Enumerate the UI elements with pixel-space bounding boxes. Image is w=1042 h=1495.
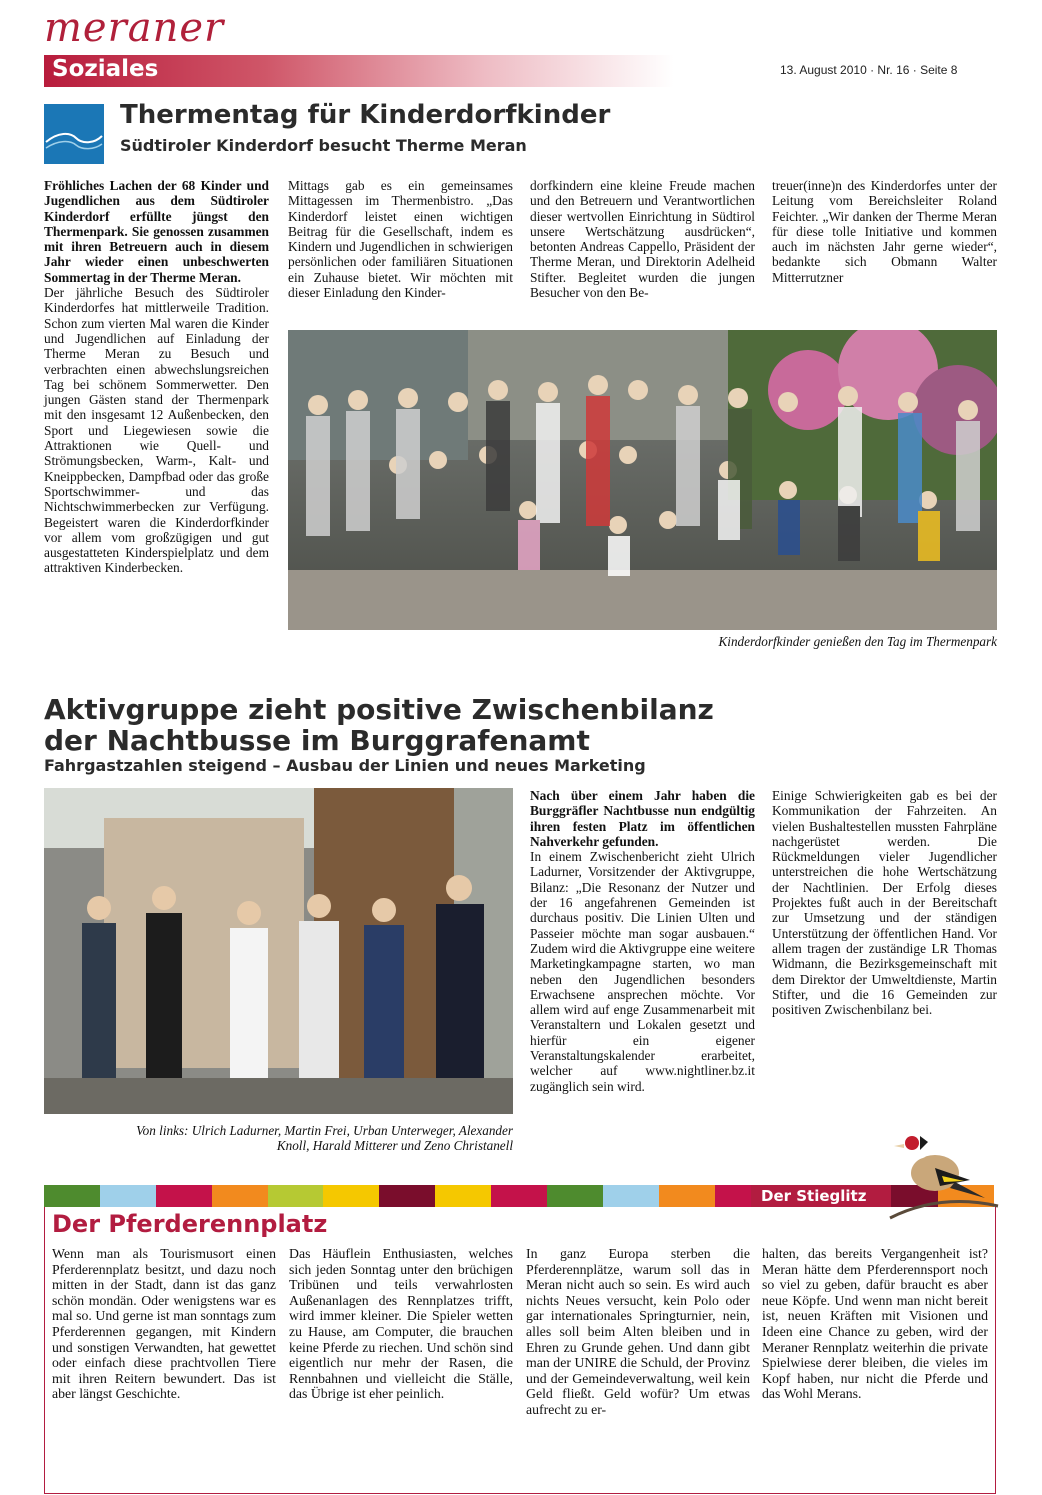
stripe-segment <box>659 1185 715 1207</box>
article2-caption-line1: Von links: Ulrich Ladurner, Martin Frei, Urban Unterweger, Alexander <box>136 1123 513 1138</box>
article1-title: Thermentag für Kinderdorfkinder <box>120 100 611 130</box>
stripe-segment <box>603 1185 659 1207</box>
column-col3: In ganz Europa sterben die Pferderennplätze, warum soll das in Meran nicht auch so sein. Es wird auch nichts Neues versucht, kein Polo oder gar internationales Springturnier, nein, alles soll beim Alten bleiben und in Ehren zu Grunde gehen. Und dann gibt man der UNIRE die Schuld, der Provinz und der Gemeindeverwaltung, weil kein Geld fließt. Geld wofür? Um etwas aufrecht zu er- <box>526 1246 750 1417</box>
article2-caption-line2: Knoll, Harald Mitterer und Zeno Christanell <box>276 1138 513 1153</box>
stripe-segment <box>323 1185 379 1207</box>
article2-title-line2: der Nachtbusse im Burggrafenamt <box>44 724 590 757</box>
therme-logo-icon <box>44 104 104 164</box>
article2-lead: Nach über einem Jahr haben die Burggräfler Nachtbusse nun endgültig ihren festen Platz im öffentlichen Nahverkehr gefunden. <box>530 788 755 849</box>
column-col2: Das Häuflein Enthusiasten, welches sich jeden Sonntag unter den brüchigen Tribünen und teils verwahrlosten Außenanlagen des Rennplatzes trifft, wird immer kleiner. Die Spieler wetten zu Hause, am Computer, die brauchen keine Pferde zu riechen. Und schön sind eigentlich nur mehr der Rasen, die Rennbahnen und vielleicht die Ställe, das Übrige ist eher peinlich. <box>289 1246 513 1402</box>
stripe-segment <box>156 1185 212 1207</box>
goldfinch-bird-icon <box>880 1118 1000 1228</box>
article1-col1: Der jährliche Besuch des Südtiroler Kinderdorfes hat mittlerweile Tradition. Schon zum vierten Mal waren die Kinder und Jugendlichen auf Einladung der Therme Meran zu Besuch und verbrachten einen abwechslungsreichen Tag bei schönem Sommerwetter. Den jungen Gästen stand der Thermenpark mit den insgesamt 12 Außenbecken, den Sport und Liegewiesen sowie die Attraktionen wie Quell- und Strömungsbecken, Warm-, Kalt- und Kneippbecken, Dampfbad oder das große Sportschwimmer- und das Nichtschwimmerbecken zur Verfügung. Begeistert waren die Kinderdorfkinder vor allem vom großzügigen und gut ausgestatteten Kinderspielplatz und dem attraktiven Kinderbecken. <box>44 285 269 576</box>
article1-col4: treuer(inne)n des Kinderdorfes unter der Leitung vom Bereichsleiter Roland Feichter. „Wir danken der Therme Meran für diese tolle Initiative und kommen auch im nächsten Jahr gerne wieder“, bedankte sich Obmann Walter Mitterrutzner <box>772 178 997 285</box>
stripe-segment <box>435 1185 491 1207</box>
stripe-segment <box>547 1185 603 1207</box>
article1-col3: dorfkindern eine kleine Freude machen und den Betreuern und Verantwortlichen dieser wertvollen Einrichtung in Südtirol unsere Wertschätzung ausdrücken“, betonten Andreas Cappello, Präsident der Therme Meran, und Direktorin Adelheid Stifter. Begleitet wurden die jungen Besucher von den Be- <box>530 178 755 301</box>
dateline: 13. August 2010 · Nr. 16 · Seite 8 <box>780 63 958 77</box>
stripe-segment <box>212 1185 268 1207</box>
stripe-segment <box>379 1185 435 1207</box>
masthead-title: meraner <box>44 5 225 51</box>
stripe-segment <box>100 1185 156 1207</box>
article1-caption: Kinderdorfkinder genießen den Tag im Thermenpark <box>718 634 997 649</box>
article1-col2: Mittags gab es ein gemeinsames Mittagessen im Thermenbistro. „Das Kinderdorf leistet einen wichtigen Beitrag für die Gesellschaft, indem es Kindern und Jugendlichen in schwierigen persönlichen oder familiären Situationen ein Zuhause bietet. Wir möchten mit dieser Einladung den Kinder- <box>288 178 513 301</box>
nightliner-group-photo <box>44 788 513 1114</box>
column-tag: Der Stieglitz <box>751 1185 891 1207</box>
stripe-segment <box>44 1185 100 1207</box>
column-col4: halten, das bereits Vergangenheit ist? Meran hätte dem Pferderennsport noch so viel zu geben, dafür braucht es aber neue Köpfe. Und wenn man nicht bereit ist, neuen Kräften mit Visionen und Ideen eine Chance zu geben, wird der Meraner Rennplatz weiterhin die private Spielwiese derer bleiben, die vieles im Kopf haben, nur nicht die Pferde und das Wohl Merans. <box>762 1246 988 1402</box>
stripe-segment <box>268 1185 324 1207</box>
section-label: Soziales <box>52 56 159 82</box>
stripe-segment <box>491 1185 547 1207</box>
group-photo-kinderdorf <box>288 330 997 630</box>
article1-lead: Fröhliches Lachen der 68 Kinder und Jugendlichen aus dem Südtiroler Kinderdorf erfüllte jüngst den Thermenpark. Sie genossen zusammen mit ihren Betreuern auch in diesem Jahr wieder einen unbeschwerten Sommertag in der Therme Meran. <box>44 178 269 285</box>
column-title: Der Pferderennplatz <box>52 1210 328 1238</box>
article2-title-line1: Aktivgruppe zieht positive Zwischenbilanz <box>44 693 714 726</box>
article2-subtitle: Fahrgastzahlen steigend – Ausbau der Linien und neues Marketing <box>44 756 646 775</box>
article2-col2: Einige Schwierigkeiten gab es bei der Kommunikation der Fahrzeiten. An vielen Bushaltestellen mussten Fahrpläne nachgerüstet werden. Die Rückmeldungen vieler Jugendlicher unterstreichen die hohe Wertschätzung der Nachtlinien. Der Erfolg dieses Projektes fußt auch in der Bereitschaft zur Umsetzung und der ständigen Unterstützung der öffentlichen Hand. Vor allem tragen der zuständige LR Thomas Widmann, die Bezirksgemeinschaft mit dem Direktor der Umweltdienste, Martin Stifter, und die 16 Gemeinden zur positiven Zwischenbilanz bei. <box>772 788 997 1018</box>
column-col1: Wenn man als Tourismusort einen Pferderennplatz besitzt, und dazu noch mitten in der Stadt, dann ist das ganz schön mondän. Oder wenigstens war es mal so. Und gerne ist man sonntags zum Pferderennen gegangen, mit Kindern und sonstigen Verwandten, hat gewettet oder einfach diese prachtvollen Tiere mit ihren Reitern bewundert. Das ist aber längst Geschichte. <box>52 1246 276 1402</box>
article1-subtitle: Südtiroler Kinderdorf besucht Therme Meran <box>120 136 527 155</box>
section-band <box>44 55 674 87</box>
article2-col1: In einem Zwischenbericht zieht Ulrich Ladurner, Vorsitzender der Aktivgruppe, Bilanz: „Die Resonanz der Nutzer und der 16 angefahrenen Gemeinden ist durchaus positiv. Die Linien Ulten und Passeier möchte man sogar ausbauen.“ Zudem wird die Aktivgruppe eine weitere Marketingkampagne starten, wo man neben den Jugendlichen besonders Erwachsene ansprechen möchte. Vor allem wird auf enge Zusammenarbeit mit Veranstaltern und Lokalen gesetzt und hierfür ein eigener Veranstaltungskalender erarbeitet, welcher auf www.nightliner.bz.it zugänglich sein wird. <box>530 849 755 1094</box>
